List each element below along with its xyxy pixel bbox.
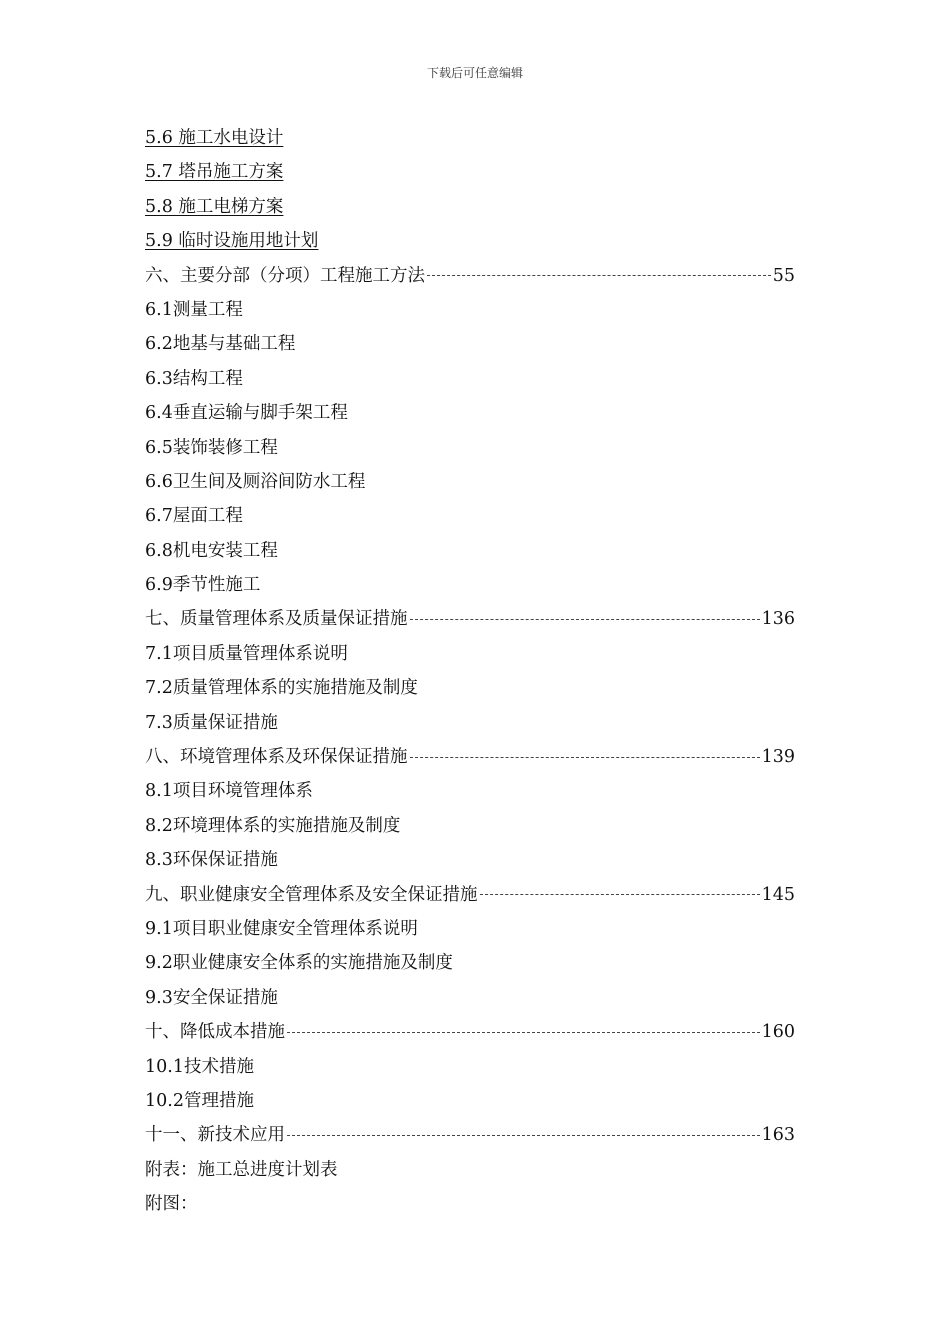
toc-entry bbox=[145, 1050, 825, 1084]
toc-entry bbox=[145, 293, 825, 327]
toc-page-number: 139 bbox=[761, 747, 795, 768]
toc-entry bbox=[145, 706, 825, 740]
toc-entry-label: 六、主要分部（分项）工程施工方法 bbox=[145, 265, 425, 286]
toc-entry-label: 6.5装饰装修工程 bbox=[145, 437, 278, 458]
toc-chapter-entry bbox=[145, 1118, 825, 1152]
header-note: 下载后可任意编辑 bbox=[426, 66, 523, 80]
toc-page-number: 160 bbox=[761, 1022, 795, 1043]
toc-entry-label: 10.1技术措施 bbox=[145, 1056, 254, 1077]
toc-entry bbox=[145, 912, 825, 946]
toc-entry-label: 8.2环境理体系的实施措施及制度 bbox=[145, 815, 401, 836]
toc-entry-label: 7.2质量管理体系的实施措施及制度 bbox=[145, 678, 418, 699]
toc-entry-label: 6.4垂直运输与脚手架工程 bbox=[145, 403, 348, 424]
toc-dot-leader bbox=[287, 1135, 760, 1136]
toc-chapter-entry bbox=[145, 602, 825, 636]
toc-entry bbox=[145, 774, 825, 808]
toc-page-number: 163 bbox=[761, 1125, 795, 1146]
toc-entry-label: 十、降低成本措施 bbox=[145, 1022, 285, 1043]
toc-entry bbox=[145, 671, 825, 705]
table-of-contents bbox=[145, 121, 825, 1222]
toc-entry-label: 6.1测量工程 bbox=[145, 299, 243, 320]
toc-entry bbox=[145, 981, 825, 1015]
toc-entry-label: 6.9季节性施工 bbox=[145, 575, 261, 596]
toc-entry bbox=[145, 946, 825, 980]
toc-entry-label: 10.2管理措施 bbox=[145, 1090, 254, 1111]
toc-entry[interactable] bbox=[145, 224, 825, 258]
toc-entry-label: 6.3结构工程 bbox=[145, 368, 243, 389]
toc-entry[interactable] bbox=[145, 190, 825, 224]
toc-entry-label: 6.2地基与基础工程 bbox=[145, 334, 296, 355]
toc-entry-label[interactable]: 5.6 施工水电设计 bbox=[145, 128, 284, 148]
toc-entry bbox=[145, 327, 825, 361]
toc-entry bbox=[145, 843, 825, 877]
toc-dot-leader bbox=[287, 1032, 760, 1033]
toc-entry-label: 九、职业健康安全管理体系及安全保证措施 bbox=[145, 884, 478, 905]
toc-entry bbox=[145, 1084, 825, 1118]
toc-entry bbox=[145, 568, 825, 602]
toc-page-number: 145 bbox=[761, 884, 795, 905]
toc-entry bbox=[145, 809, 825, 843]
toc-dot-leader bbox=[480, 894, 760, 895]
toc-entry-label: 7.3质量保证措施 bbox=[145, 712, 278, 733]
toc-entry-label: 6.6卫生间及厕浴间防水工程 bbox=[145, 471, 366, 492]
toc-chapter-entry bbox=[145, 1015, 825, 1049]
toc-entry bbox=[145, 1187, 825, 1221]
toc-entry[interactable] bbox=[145, 155, 825, 189]
toc-entry bbox=[145, 534, 825, 568]
toc-entry-label: 6.7屋面工程 bbox=[145, 506, 243, 527]
toc-dot-leader bbox=[410, 619, 760, 620]
toc-chapter-entry bbox=[145, 259, 825, 293]
toc-entry bbox=[145, 465, 825, 499]
toc-entry[interactable] bbox=[145, 121, 825, 155]
toc-entry-label[interactable]: 5.7 塔吊施工方案 bbox=[145, 162, 284, 183]
toc-entry-label[interactable]: 5.9 临时设施用地计划 bbox=[145, 231, 319, 252]
toc-entry-label: 9.1项目职业健康安全管理体系说明 bbox=[145, 918, 418, 939]
toc-entry-label: 9.3安全保证措施 bbox=[145, 987, 278, 1008]
toc-entry bbox=[145, 396, 825, 430]
toc-entry bbox=[145, 637, 825, 671]
toc-page-number: 136 bbox=[761, 609, 795, 630]
toc-page-number: 55 bbox=[772, 265, 795, 286]
toc-entry-label: 七、质量管理体系及质量保证措施 bbox=[145, 609, 408, 630]
toc-entry-label: 八、环境管理体系及环保保证措施 bbox=[145, 747, 408, 768]
toc-entry bbox=[145, 431, 825, 465]
toc-entry bbox=[145, 499, 825, 533]
toc-chapter-entry bbox=[145, 740, 825, 774]
toc-chapter-entry bbox=[145, 878, 825, 912]
toc-dot-leader bbox=[410, 757, 760, 758]
toc-entry-label: 十一、新技术应用 bbox=[145, 1125, 285, 1146]
toc-dot-leader bbox=[427, 275, 771, 276]
toc-entry-label: 8.3环保保证措施 bbox=[145, 850, 278, 871]
toc-entry-label: 附表：施工总进度计划表 bbox=[145, 1159, 338, 1180]
toc-entry bbox=[145, 362, 825, 396]
toc-entry-label: 7.1项目质量管理体系说明 bbox=[145, 643, 348, 664]
toc-entry-label: 8.1项目环境管理体系 bbox=[145, 781, 313, 802]
toc-entry-label[interactable]: 5.8 施工电梯方案 bbox=[145, 196, 284, 217]
toc-entry-label: 9.2职业健康安全体系的实施措施及制度 bbox=[145, 953, 453, 974]
toc-entry bbox=[145, 1153, 825, 1187]
toc-entry-label: 6.8机电安装工程 bbox=[145, 540, 278, 561]
toc-entry-label: 附图： bbox=[145, 1194, 198, 1215]
